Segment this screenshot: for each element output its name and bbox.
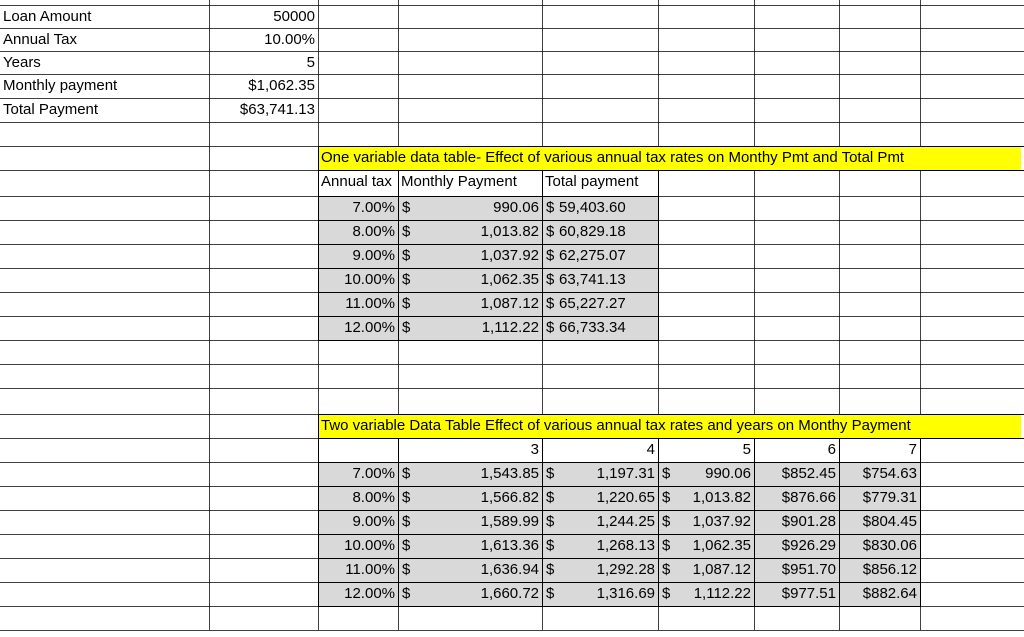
one-var-monthly[interactable]: 1,087.12 <box>480 295 539 312</box>
one-var-table-title[interactable]: One variable data table- Effect of various annual tax rates on Monthy Pmt and Total Pmt <box>318 146 1021 170</box>
two-var-value[interactable]: $901.28 <box>781 513 836 530</box>
currency-sign: $ <box>402 561 411 578</box>
two-var-value[interactable]: $882.64 <box>862 585 917 602</box>
two-var-rate[interactable]: 11.00% <box>345 561 395 578</box>
two-var-year-header[interactable]: 6 <box>827 441 836 458</box>
currency-sign: $ <box>402 247 411 264</box>
gridline-h <box>0 388 1024 389</box>
currency-sign: $ <box>546 489 555 506</box>
two-var-rate[interactable]: 9.00% <box>352 513 395 530</box>
two-var-value[interactable]: $856.12 <box>862 561 917 578</box>
one-var-total[interactable]: 59,403.60 <box>559 199 626 216</box>
one-var-rate[interactable]: 10.00% <box>344 271 395 288</box>
currency-sign: $ <box>402 223 411 240</box>
two-var-value[interactable]: 990.06 <box>705 465 751 482</box>
currency-sign: $ <box>402 537 411 554</box>
two-var-value[interactable]: 1,613.36 <box>480 537 539 554</box>
two-var-value[interactable]: 1,062.35 <box>692 537 751 554</box>
currency-sign: $ <box>546 537 555 554</box>
currency-sign: $ <box>402 465 411 482</box>
currency-sign: $ <box>402 489 411 506</box>
two-var-table-title[interactable]: Two variable Data Table Effect of various annual tax rates and years on Monthy Payment <box>318 414 1021 438</box>
two-var-year-header[interactable]: 3 <box>530 441 539 458</box>
currency-sign: $ <box>402 585 411 602</box>
currency-sign: $ <box>546 465 555 482</box>
one-var-monthly[interactable]: 1,062.35 <box>480 271 539 288</box>
one-var-header-rate[interactable]: Annual tax <box>321 173 392 190</box>
two-var-value[interactable]: $754.63 <box>862 465 917 482</box>
two-var-rate[interactable]: 8.00% <box>352 489 395 506</box>
currency-sign: $ <box>546 585 555 602</box>
one-var-rate[interactable]: 7.00% <box>352 199 395 216</box>
two-var-rate[interactable]: 12.00% <box>344 585 395 602</box>
gridline-h <box>0 364 1024 365</box>
currency-sign: $ <box>402 295 411 312</box>
input-value[interactable]: 50000 <box>273 8 315 25</box>
two-var-value[interactable]: $926.29 <box>781 537 836 554</box>
two-var-value[interactable]: 1,037.92 <box>692 513 751 530</box>
two-var-value[interactable]: 1,566.82 <box>480 489 539 506</box>
one-var-header-monthly[interactable]: Monthly Payment <box>401 173 517 190</box>
two-var-value[interactable]: $830.06 <box>862 537 917 554</box>
currency-sign: $ <box>662 561 671 578</box>
two-var-value[interactable]: 1,197.31 <box>596 465 655 482</box>
two-var-year-header[interactable]: 4 <box>646 441 655 458</box>
one-var-total[interactable]: 62,275.07 <box>559 247 626 264</box>
two-var-year-header[interactable]: 5 <box>742 441 751 458</box>
two-var-value[interactable]: 1,268.13 <box>596 537 655 554</box>
one-var-monthly[interactable]: 1,037.92 <box>480 247 539 264</box>
input-label[interactable]: Annual Tax <box>3 31 77 48</box>
one-var-rate[interactable]: 11.00% <box>345 295 395 312</box>
input-value[interactable]: 10.00% <box>264 31 315 48</box>
currency-sign: $ <box>402 513 411 530</box>
currency-sign: $ <box>546 295 555 312</box>
one-var-monthly[interactable]: 990.06 <box>493 199 539 216</box>
two-var-value[interactable]: 1,589.99 <box>480 513 539 530</box>
input-label[interactable]: Total Payment <box>3 101 99 118</box>
two-var-rate[interactable]: 7.00% <box>352 465 395 482</box>
two-var-cell-border <box>318 438 399 463</box>
two-var-rate[interactable]: 10.00% <box>344 537 395 554</box>
two-var-value[interactable]: 1,244.25 <box>596 513 655 530</box>
two-var-value[interactable]: 1,636.94 <box>480 561 539 578</box>
currency-sign: $ <box>546 271 555 288</box>
two-var-title-border <box>318 414 1024 439</box>
two-var-value[interactable]: 1,292.28 <box>596 561 655 578</box>
two-var-value[interactable]: $876.66 <box>781 489 836 506</box>
one-var-monthly[interactable]: 1,013.82 <box>480 223 539 240</box>
one-var-total[interactable]: 66,733.34 <box>559 319 626 336</box>
two-var-value[interactable]: 1,316.69 <box>596 585 655 602</box>
two-var-value[interactable]: $804.45 <box>862 513 917 530</box>
two-var-value[interactable]: $852.45 <box>781 465 836 482</box>
two-var-value[interactable]: $951.70 <box>781 561 836 578</box>
two-var-value[interactable]: 1,220.65 <box>596 489 655 506</box>
currency-sign: $ <box>546 247 555 264</box>
currency-sign: $ <box>662 465 671 482</box>
input-value[interactable]: $63,741.13 <box>239 101 315 118</box>
currency-sign: $ <box>546 513 555 530</box>
input-label[interactable]: Years <box>3 54 41 71</box>
one-var-total[interactable]: 65,227.27 <box>559 295 626 312</box>
currency-sign: $ <box>546 199 555 216</box>
currency-sign: $ <box>402 199 411 216</box>
currency-sign: $ <box>546 561 555 578</box>
currency-sign: $ <box>546 223 555 240</box>
one-var-total[interactable]: 63,741.13 <box>559 271 626 288</box>
currency-sign: $ <box>662 513 671 530</box>
two-var-value[interactable]: $977.51 <box>781 585 836 602</box>
input-value[interactable]: 5 <box>306 54 315 71</box>
one-var-rate[interactable]: 12.00% <box>344 319 395 336</box>
two-var-value[interactable]: 1,112.22 <box>693 585 751 602</box>
currency-sign: $ <box>662 585 671 602</box>
input-label[interactable]: Loan Amount <box>3 8 92 25</box>
two-var-value[interactable]: 1,543.85 <box>480 465 539 482</box>
gridline-h <box>0 630 1024 631</box>
currency-sign: $ <box>402 271 411 288</box>
one-var-title-border <box>318 146 1024 171</box>
gridline-h <box>0 122 1024 123</box>
one-var-total[interactable]: 60,829.18 <box>559 223 626 240</box>
one-var-rate[interactable]: 9.00% <box>352 247 395 264</box>
currency-sign: $ <box>546 319 555 336</box>
currency-sign: $ <box>662 537 671 554</box>
two-var-value[interactable]: 1,087.12 <box>692 561 751 578</box>
currency-sign: $ <box>662 489 671 506</box>
one-var-monthly[interactable]: 1,112.22 <box>481 319 539 336</box>
input-label[interactable]: Monthly payment <box>3 77 118 94</box>
two-var-value[interactable]: $779.31 <box>862 489 917 506</box>
two-var-value[interactable]: 1,660.72 <box>480 585 539 602</box>
currency-sign: $ <box>402 319 411 336</box>
one-var-rate[interactable]: 8.00% <box>352 223 395 240</box>
two-var-year-header[interactable]: 7 <box>908 441 917 458</box>
one-var-header-total[interactable]: Total payment <box>545 173 639 190</box>
input-value[interactable]: $1,062.35 <box>248 77 315 94</box>
two-var-value[interactable]: 1,013.82 <box>692 489 751 506</box>
